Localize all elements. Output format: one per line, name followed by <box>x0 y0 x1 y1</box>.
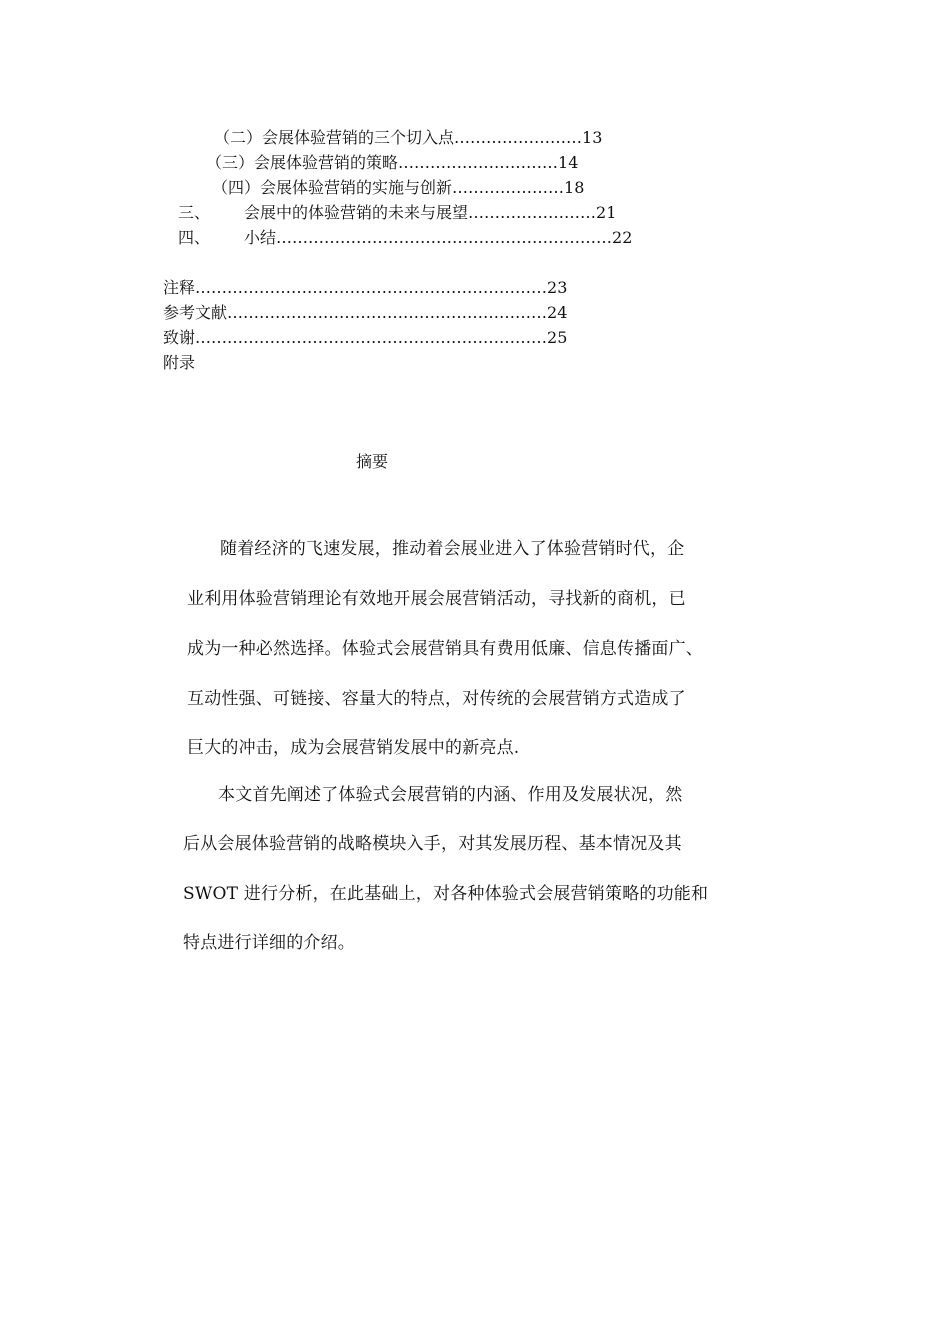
toc-entry-title: 参考文献 <box>163 303 228 322</box>
toc-page-number: 25 <box>547 328 568 347</box>
abstract-line: 后从会展体验营销的战略模块入手，对其发展历程、基本情况及其 <box>183 834 682 854</box>
toc-page-number: 22 <box>612 228 633 247</box>
toc-leader-dots: ……………………………………………………… <box>276 228 613 247</box>
toc-entry-title: （二）会展体验营销的三个切入点 <box>214 128 455 147</box>
toc-leader-dots: ………………………………………………………… <box>195 328 548 347</box>
toc-leader-dots: …………………… <box>468 203 597 222</box>
toc-entry[interactable] <box>163 328 567 348</box>
toc-page-number: 13 <box>582 128 603 147</box>
toc-leader-dots: …………………… <box>454 128 583 147</box>
toc-entry[interactable] <box>212 178 584 198</box>
toc-leader-dots: …………………………………………………… <box>227 303 548 322</box>
toc-entry-title: （四）会展体验营销的实施与创新 <box>212 178 453 197</box>
toc-entry[interactable] <box>163 278 567 298</box>
toc-entry[interactable] <box>178 228 632 248</box>
toc-page-number: 23 <box>547 278 568 297</box>
abstract-line: SWOT 进行分析，在此基础上，对各种体验式会展营销策略的功能和 <box>183 884 709 904</box>
toc-entry-title: 注释 <box>163 278 196 297</box>
toc-entry[interactable] <box>206 153 578 173</box>
toc-leader-dots: ………………… <box>452 178 565 197</box>
abstract-line: 本文首先阐述了体验式会展营销的内涵、作用及发展状况，然 <box>218 785 683 805</box>
toc-entry[interactable] <box>178 203 616 223</box>
toc-entry-title: 会展中的体验营销的未来与展望 <box>244 203 469 222</box>
abstract-line: 业利用体验营销理论有效地开展会展营销活动，寻找新的商机，已 <box>187 589 686 609</box>
abstract-line: 成为一种必然选择。体验式会展营销具有费用低廉、信息传播面广、 <box>187 639 703 659</box>
abstract-line: 巨大的冲击，成为会展营销发展中的新亮点. <box>187 738 520 758</box>
toc-entry-title: 致谢 <box>163 328 196 347</box>
toc-entry[interactable] <box>214 128 602 148</box>
toc-entry[interactable] <box>163 353 195 373</box>
toc-entry-number: 四、 <box>178 228 211 247</box>
abstract-heading: 摘要 <box>356 452 389 471</box>
abstract-line: 随着经济的飞速发展，推动着会展业进入了体验营销时代，企 <box>220 539 685 559</box>
toc-page-number: 14 <box>558 153 579 172</box>
toc-entry-title: 附录 <box>163 353 196 372</box>
toc-entry-title: （三）会展体验营销的策略 <box>206 153 399 172</box>
toc-leader-dots: ………………………… <box>398 153 559 172</box>
toc-page-number: 18 <box>564 178 585 197</box>
abstract-line: 特点进行详细的介绍。 <box>183 933 355 953</box>
toc-leader-dots: ………………………………………………………… <box>195 278 548 297</box>
toc-page-number: 21 <box>596 203 617 222</box>
toc-page-number: 24 <box>547 303 568 322</box>
abstract-line: 互动性强、可链接、容量大的特点，对传统的会展营销方式造成了 <box>187 689 686 709</box>
toc-entry-number: 三、 <box>178 203 211 222</box>
toc-entry[interactable] <box>163 303 567 323</box>
toc-entry-title: 小结 <box>244 228 277 247</box>
